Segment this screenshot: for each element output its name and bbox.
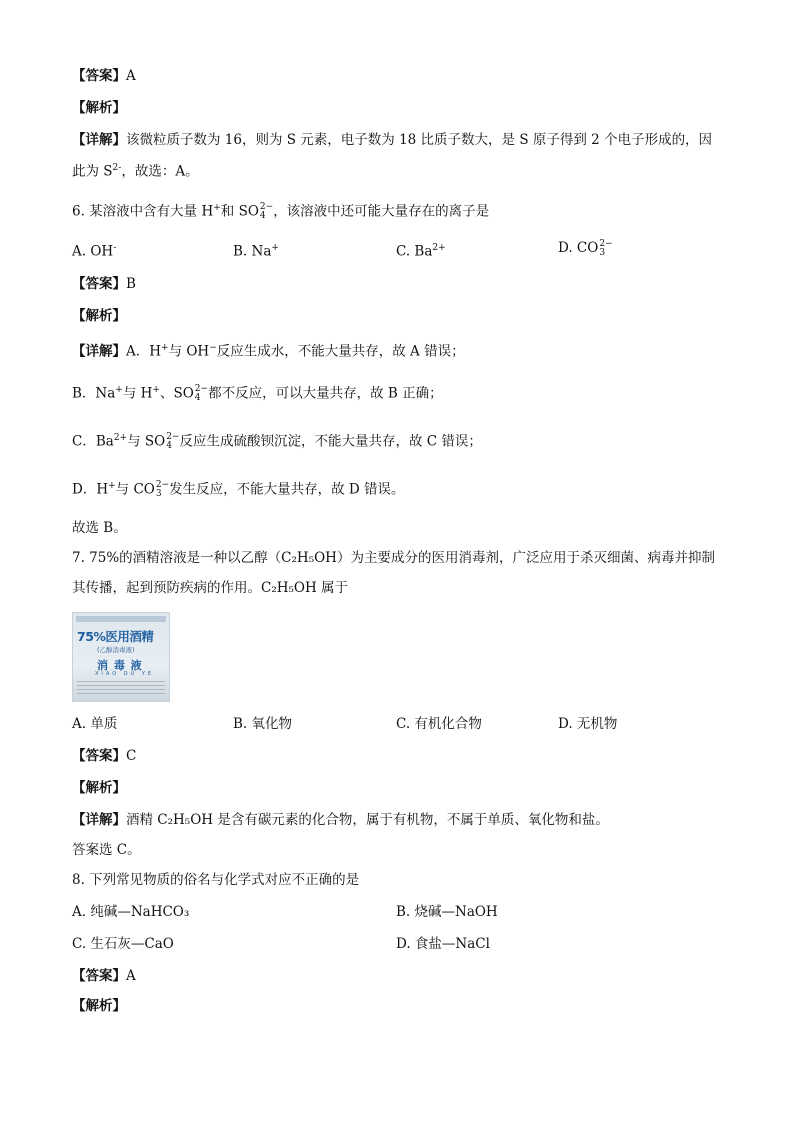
co3-charge (156, 481, 169, 499)
superscript: 2+ (113, 433, 128, 443)
option-text: D. CO (558, 240, 599, 256)
q7-option-a: A. 单质 (72, 716, 118, 732)
alcohol-bottle-photo (72, 612, 170, 702)
q7-analysis-tag: 【解析】 (72, 780, 126, 796)
q8-analysis-tag: 【解析】 (72, 998, 126, 1014)
q6-detail-c (72, 428, 482, 452)
q7-stem-line2: 其传播，起到预防疾病的作用。C₂H₅OH 属于 (72, 580, 349, 596)
ion-charge: 2− (599, 238, 613, 249)
q6-detail-d (72, 476, 405, 500)
ion-subscript: 4 (259, 211, 266, 221)
photo-fine-print (77, 681, 165, 697)
so4-charge (166, 433, 179, 451)
detail-text: 与 CO (115, 481, 155, 498)
superscript: 2+ (432, 243, 446, 253)
answer-value: A (126, 68, 136, 84)
answer-value: A (126, 968, 136, 984)
q8-option-d: D. 食盐—NaCl (396, 936, 490, 952)
q8-answer (72, 966, 136, 986)
answer-tag: 【答案】 (72, 968, 126, 984)
ion-subscript: 3 (599, 247, 606, 258)
co3-charge (599, 240, 612, 258)
q7-option-c: C. 有机化合物 (396, 716, 482, 732)
superscript: - (113, 243, 117, 253)
q5-detail-line1 (72, 130, 712, 150)
q6-option-b (233, 238, 279, 262)
option-text: C. Ba (396, 243, 433, 260)
q6-conclusion: 故选 B。 (72, 520, 127, 536)
superscript: + (108, 481, 116, 491)
superscript: − (209, 343, 217, 353)
q6-detail-a (72, 338, 465, 362)
superscript: + (161, 343, 169, 353)
q7-conclusion: 答案选 C。 (72, 842, 141, 858)
answer-tag: 【答案】 (72, 276, 126, 292)
detail-text: 此为 S (72, 163, 113, 180)
photo-pinyin: XIAO DU YE (95, 671, 155, 677)
ion-charge: 2− (166, 432, 180, 442)
detail-text: 与 OH (168, 343, 210, 360)
q6-analysis-tag: 【解析】 (72, 308, 126, 324)
detail-tag: 【详解】 (72, 812, 126, 828)
q6-answer (72, 274, 136, 294)
q8-option-c: C. 生石灰—CaO (72, 936, 174, 952)
so4-charge (260, 203, 273, 221)
q7-option-d: D. 无机物 (558, 716, 618, 732)
detail-text: 反应生成硫酸钡沉淀，不能大量共存，故 C 错误； (179, 433, 482, 450)
detail-tag: 【详解】 (72, 132, 126, 148)
detail-text: ，故选：A。 (121, 163, 199, 180)
q5-detail-line2 (72, 158, 199, 182)
photo-name: 消 毒 液 (97, 659, 143, 672)
answer-tag: 【答案】 (72, 748, 126, 764)
detail-text: 与 SO (127, 433, 166, 450)
detail-text: 发生反应，不能大量共存，故 D 错误。 (169, 481, 405, 498)
superscript: + (115, 385, 123, 395)
detail-text: 该微粒质子数为 16，则为 S 元素，电子数为 18 比质子数大，是 S 原子得到 2 个电子形成的，因 (126, 132, 713, 148)
detail-text: 与 H (122, 385, 153, 402)
ion-charge: 2− (155, 480, 170, 490)
detail-text: D．H (72, 481, 109, 498)
detail-text: B．Na (72, 385, 116, 402)
q5-answer (72, 66, 136, 86)
q6-detail-b (72, 380, 443, 404)
option-text: A. OH (72, 243, 114, 260)
q6-option-a (72, 238, 116, 262)
detail-text: 酒精 C₂H₅OH 是含有碳元素的化合物，属于有机物，不属于单质、氧化物和盐。 (126, 812, 609, 828)
photo-title: 75%医用酒精 (77, 629, 154, 644)
q8-option-a: A. 纯碱—NaHCO₃ (72, 904, 190, 920)
so4-charge (195, 385, 208, 403)
detail-text: 都不反应，可以大量共存，故 B 正确； (208, 385, 443, 402)
option-text: B. Na (233, 243, 272, 260)
ion-charge: 2− (194, 384, 209, 394)
superscript: 2- (112, 163, 122, 173)
q7-stem-line1: 7. 75%的酒精溶液是一种以乙醇（C₂H₅OH）为主要成分的医用消毒剂，广泛应用于杀灭细菌、病毒并抑制 (72, 550, 715, 566)
q7-option-b: B. 氧化物 (233, 716, 293, 732)
q6-option-d (558, 238, 613, 258)
ion-subscript: 4 (166, 441, 172, 451)
superscript: + (152, 385, 160, 395)
q8-option-b: B. 烧碱—NaOH (396, 904, 498, 920)
answer-value: B (126, 276, 136, 292)
ion-subscript: 4 (194, 393, 201, 403)
q7-answer (72, 746, 136, 766)
stem-text: 6. 某溶液中含有大量 H (72, 203, 214, 220)
stem-text: 和 SO (220, 203, 259, 220)
stem-text: ，该溶液中还可能大量存在的离子是 (273, 203, 490, 220)
detail-text: 、SO (159, 385, 194, 402)
superscript: + (213, 203, 221, 213)
detail-text: 反应生成水，不能大量共存，故 A 错误； (216, 343, 465, 360)
q8-stem: 8. 下列常见物质的俗名与化学式对应不正确的是 (72, 872, 360, 888)
ion-subscript: 3 (155, 489, 162, 499)
q6-stem (72, 198, 489, 222)
detail-text: A．H (126, 343, 162, 360)
answer-value: C (126, 748, 137, 764)
ion-charge: 2− (259, 202, 274, 212)
q7-detail (72, 810, 609, 830)
q5-analysis-tag: 【解析】 (72, 100, 126, 116)
detail-tag: 【详解】 (72, 343, 126, 360)
superscript: + (271, 243, 279, 253)
photo-subtitle: (乙醇消毒液) (97, 646, 135, 654)
detail-text: C．Ba (72, 433, 114, 450)
answer-tag: 【答案】 (72, 68, 126, 84)
q6-option-c (396, 238, 446, 262)
label-header-strip (76, 616, 166, 622)
